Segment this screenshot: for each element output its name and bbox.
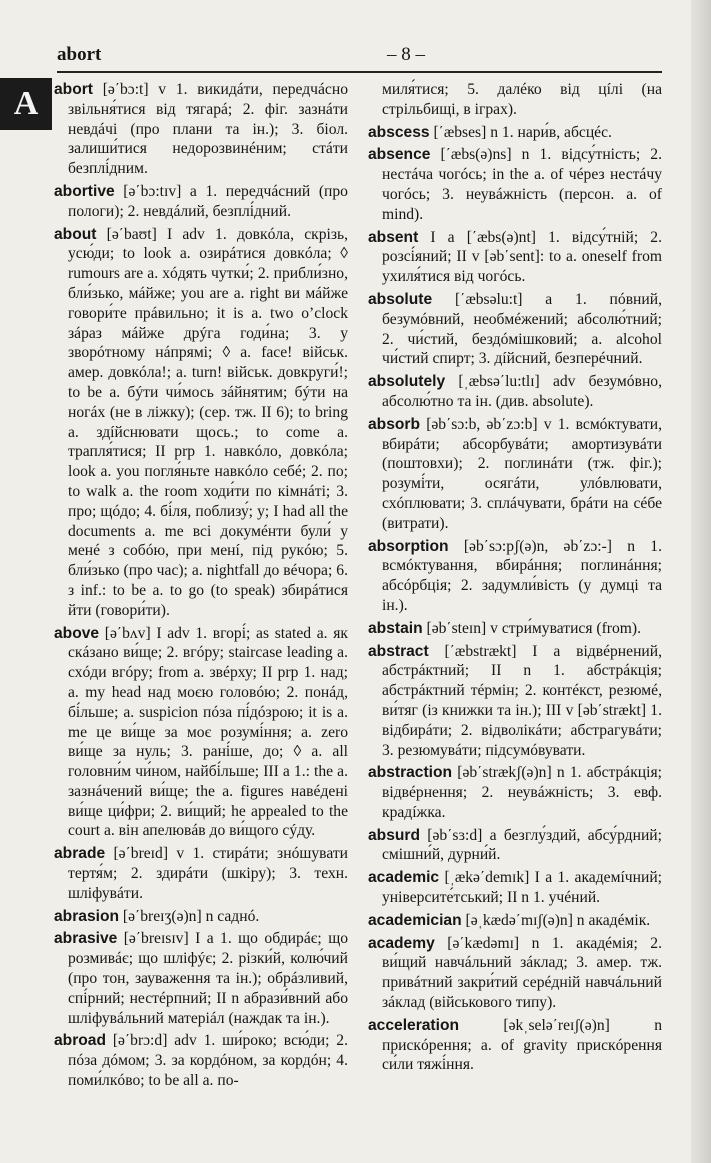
dictionary-entry xyxy=(368,537,662,616)
dictionary-entry xyxy=(54,624,348,842)
headword: academic xyxy=(368,869,440,887)
definition-text: [əˌkædə΄mɪʃ(ə)n] n акадéмік. xyxy=(465,911,651,929)
letter-tab: A xyxy=(0,78,52,130)
definition-text: I a [΄æbs(ə)nt] 1. відсу́тній; 2. розсі́яний; II v [əb΄sent]: to a. oneself from ухиля́тися від чогóсь. xyxy=(382,228,662,286)
definition-text: миля́тися; 5. далéко від цíлі (на стрільбищі, в іграх). xyxy=(382,81,662,118)
definition-text: [əb΄sɔ:b, əb΄zɔ:b] v 1. всмóктувати, вбирáти; абсорбувáти; амортизувáти (поштовхи); 2. поглинáти (тж. фіг.); розумі́ти, осягáти, улóвлювати, схóплювати; 3. сплáчувати, брáти на сéбе (витрати). xyxy=(382,415,662,532)
definition-text: [΄æbstrækt] I a відвéрнений, абстрáктний; II n 1. абстрáкція; абстрáктний тéрмін; 2. контéкст, резюмé, ви́тяг (із книжки та ін.); III v [əb΄strækt] 1. відбирáти; 2. відволікáти; абстрагувáти; 3. резюмувáти; підсумóвувати. xyxy=(382,642,662,759)
dictionary-entry xyxy=(368,145,662,224)
dictionary-entry xyxy=(368,826,662,866)
headword: absent xyxy=(368,228,419,246)
dictionary-entry xyxy=(368,1016,662,1075)
headword: abscess xyxy=(368,123,430,141)
definition-text: [ə΄bɔ:tɪv] a 1. передчáсний (про пологи); 2. невдáлий, безплі́дний. xyxy=(68,182,348,220)
header-rule xyxy=(57,71,662,73)
dictionary-entry xyxy=(368,619,662,639)
definition-text: [əb΄sɔ:pʃ(ə)n, əb΄zɔ:-] n 1. всмóктування, вбирáння; поглинáння; абсóрбція; 2. задумли́вість (у думці та ін.). xyxy=(382,537,662,614)
definition-text: [əb΄strækʃ(ə)n] n 1. абстрáкція; відвéрнення; 2. неувáжність; 3. евф. крадíжка. xyxy=(382,764,662,821)
definition-text: [ə΄breɪsɪv] I a 1. що обдирáє; що розмивáє; що шліфýє; 2. різки́й, колю́чий (про тон, зауваження та ін.); обрáзливий, спі́рний; нестéрпний; II n абрази́вний або шліфувáльний матеріáл (наждак та ін.). xyxy=(68,930,348,1027)
dictionary-entry xyxy=(54,80,348,179)
headword: abort xyxy=(54,81,93,98)
page-header xyxy=(57,44,662,72)
definition-text: [əb΄sɜ:d] a безглу́здий, абсу́рдний; смішни́й, дурни́й. xyxy=(382,826,662,864)
headword: absurd xyxy=(368,826,420,844)
definition-text: [ə΄bʌv] I adv 1. вгорі́; as stated a. як скáзано ви́ще; 2. вгóру; staircase leading a. схóди вгóру; from a. звéрху; II prp 1. над; a. my head над моєю головóю; 2. понáд, бі́льше; a. suspicion пóза пі́дóзрою; it is a. me це ви́ще за моє розумі́ння; a. zero ви́ще за нуль; 3. рані́ше, до; ◊ a. all головни́м чи́ном, найбі́льше; III a 1.: the a. зазнáчений ви́ще; the a. figures навéдені ви́ще ци́фри; 2. ви́щий; he appealed to the court a. він апелювáв до ви́щого сýду. xyxy=(68,624,349,840)
dictionary-entry xyxy=(54,844,348,903)
dictionary-entry xyxy=(368,642,662,761)
page-edge-shadow xyxy=(691,0,711,1163)
definition-text: [ə΄brɔ:d] adv 1. ши́роко; всю́ди; 2. пóза дóмом; 3. за кордóном, за кордóн; 4. поми́лкóво; to be all a. по- xyxy=(68,1032,348,1090)
definition-text: [əb΄steɪn] v стри́муватися (from). xyxy=(426,619,641,637)
headword: abrade xyxy=(54,845,106,863)
dictionary-entry xyxy=(368,868,662,908)
dictionary-entry xyxy=(368,123,662,143)
dictionary-entry xyxy=(54,225,348,621)
headword: abstraction xyxy=(368,764,453,782)
definition-text: [ə΄breɪʒ(ə)n] n саднó. xyxy=(122,907,260,925)
headword: abstain xyxy=(368,619,423,637)
definition-text: [΄æbses] n 1. нари́в, абсцéс. xyxy=(433,123,612,141)
dictionary-entry xyxy=(368,290,662,369)
headword: absence xyxy=(368,146,431,164)
dictionary-entry xyxy=(368,228,662,287)
definition-text: [ə΄kædəmɪ] n 1. акадéмія; 2. ви́щий навчáльний зáклад; 3. амер. тж. привáтний закри́тий серéдній навчáльний зáклад (військового типу). xyxy=(382,934,662,1012)
dictionary-entry xyxy=(368,911,662,931)
headword: abrasive xyxy=(54,930,118,948)
dictionary-entry xyxy=(368,415,662,534)
dictionary-entry xyxy=(368,934,662,1013)
headword: abortive xyxy=(54,182,115,200)
dictionary-entry xyxy=(54,907,348,927)
definition-text: [ə΄breɪd] v 1. стирáти; знóшувати тертя́м; 2. здирáти (шкіру); 3. техн. шліфувáти. xyxy=(68,845,349,902)
guide-word: abort xyxy=(57,44,102,65)
definition-text: [ə΄baʊt] I adv 1. довкóла, скрізь, усю́ди; to look a. озирáтися довкóла; ◊ rumours are a. хóдять чутки́; 2. прибли́зно, бли́зько, мáйже; you are a. right ви мáйже говори́те прáвильно; it is a. two o’clock зáраз мáйже дрýга годи́на; 3. у зворóтному нáпрямі; ◊ a. face! військ. амер. довкóла!; a. turn! військ. довкруги́!; to be a. бýти чи́мось зáйнятим; бýти на ногáх (не в ліжку); (сер. тж. II 6); to bring a. здíйснювати щось.; to come a. трапля́тися; II prp 1. навкóло, довкóла; look a. you погля́ньте навкóло себé; 2. по; to walk a. the room ходи́ти по кімнáті; 3. про; щóдо; 4. бі́ля, поблизу́; y; I had all the documents a. me всі докумéнти були́ у менé з собóю, при менí, під рукóю; 5. бли́зько (про час); a. nightfall до вéчора; 6. з inf.: to be a. to go (to speak) збирáтися йти (говори́ти). xyxy=(68,225,348,619)
headword: academy xyxy=(368,934,435,952)
definition-text: [ə΄bɔ:t] v 1. викидáти, передчáсно звільня́тися від тягарá; 2. фіг. зазнáти невдáчі (про плани та ін.); 3. біол. залиши́тися недорозвинéним; стáти безплі́дним. xyxy=(68,81,348,178)
definition-text: [ˌækə΄demɪk] I a 1. академíчний; університе́тський; II n 1. учéний. xyxy=(382,869,662,907)
dictionary-entry xyxy=(54,182,348,222)
dictionary-entry xyxy=(368,763,662,822)
dictionary-entry xyxy=(368,80,662,120)
dictionary-entry xyxy=(54,1031,348,1090)
left-column xyxy=(54,80,348,1094)
headword: absolutely xyxy=(368,373,446,391)
headword: absorb xyxy=(368,415,420,433)
dictionary-entry xyxy=(54,929,348,1028)
definition-text: [ˌæbsə΄lu:tlɪ] adv безумóвно, абсолю́тно та ін. (див. absolute). xyxy=(382,373,662,410)
dictionary-entry xyxy=(368,372,662,412)
headword: absolute xyxy=(368,290,433,308)
page-number: – 8 – xyxy=(387,44,425,65)
headword: academician xyxy=(368,911,462,929)
headword: acceleration xyxy=(368,1016,460,1034)
headword: abroad xyxy=(54,1032,106,1050)
definition-text: [əkˌselə΄reɪʃ(ə)n] n прискóрення; a. of gravity прискóрення си́ли тяжі́ння. xyxy=(382,1016,662,1074)
definition-text: [΄æbs(ə)ns] n 1. відсу́тність; 2. нестáча чогóсь; in the a. of чéрез нестáчу чогóсь; 3. неувáжність (персон. a. of mind). xyxy=(382,146,662,223)
headword: about xyxy=(54,225,97,243)
right-column xyxy=(368,80,662,1078)
headword: absorption xyxy=(368,537,449,555)
headword: abstract xyxy=(368,642,429,660)
headword: above xyxy=(54,624,100,642)
headword: abrasion xyxy=(54,907,119,925)
definition-text: [΄æbsəlu:t] a 1. пóвний, безумóвний, необмéжений; абсолю́тний; 2. чи́стий, бездóмішковий; a. alcohol чи́стий спирт; 3. дíйсний, безперéчний. xyxy=(382,290,662,368)
